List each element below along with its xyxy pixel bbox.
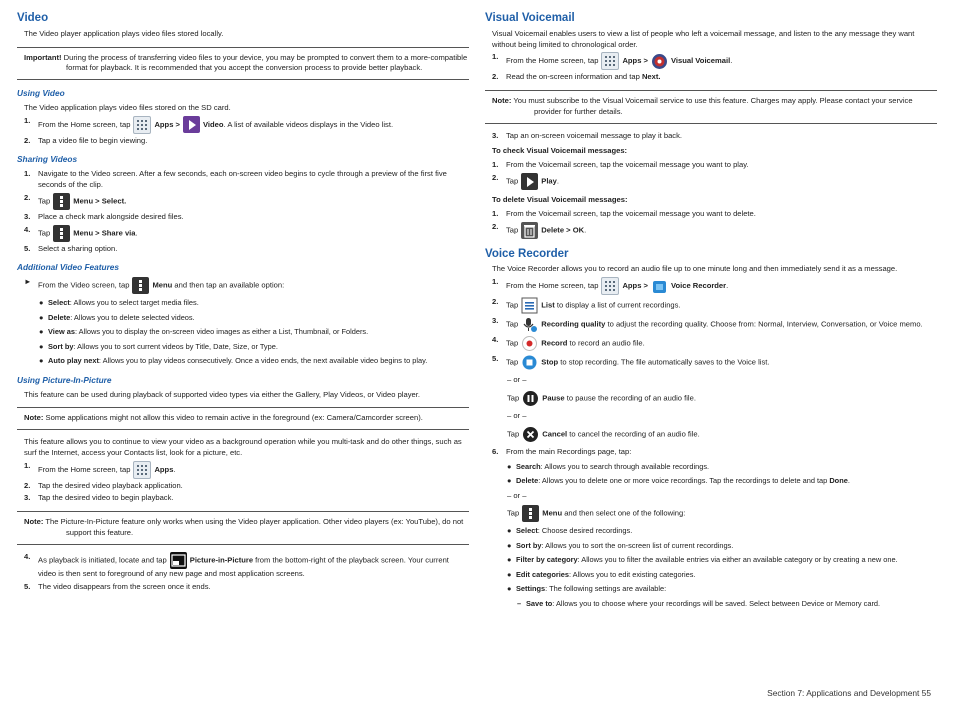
step: 3. Tap Recording quality to adjust the recording quality. Choose from: Normal, Interview, Conversation, or Voice memo. <box>492 316 937 333</box>
important-note <box>17 47 469 81</box>
note: Note: The Picture-In-Picture feature only works when using the Video player application. Other video players (ex: YouTube), do not support this feature. <box>17 511 469 545</box>
using-video-heading: Using Video <box>17 88 65 99</box>
note-text: During the process of transferring video files to your device, you may be prompted to convert them to a more-compatible format for playback. It is recommended that you accept the conversion process to provide better playback. <box>63 52 468 73</box>
apps-icon <box>601 277 619 295</box>
menu-icon <box>53 225 70 242</box>
check-heading: To check Visual Voicemail messages: <box>492 146 628 156</box>
cancel-line: Tap Cancel to cancel the recording of an audio file. <box>507 426 937 443</box>
pip-heading: Using Picture-In-Picture <box>17 374 112 385</box>
menu-line: Tap Menu and then select one of the following: <box>507 505 937 522</box>
note: Note: You must subscribe to the Visual Voicemail service to use this feature. Charges may apply. Please contact your service provider for further details. <box>485 90 937 124</box>
cancel-icon <box>522 426 539 443</box>
voice-recorder-icon <box>651 278 668 295</box>
bullet-item: ● Filter by category: Allows you to filter the available entries via either an available category or by creating a new one. <box>507 555 898 565</box>
recording-quality-icon <box>521 316 538 333</box>
video-icon <box>183 116 200 133</box>
step: 2. Read the on-screen information and tap Next. <box>492 72 661 82</box>
step: 4. As playback is initiated, locate and tap Picture-in-Picture from the bottom-right of the playback screen. Your current video is then sent to foreground of any new page and most application screens. <box>24 551 449 578</box>
stop-icon <box>521 354 538 371</box>
visual-voicemail-heading: Visual Voicemail <box>485 12 575 24</box>
bullet-item: ● Sort by: Allows you to sort the on-screen list of current recordings. <box>507 540 734 550</box>
menu-icon <box>132 277 149 294</box>
step: 5. Select a sharing option. <box>24 243 118 253</box>
page-footer: Section 7: Applications and Development 55 <box>767 688 931 698</box>
voice-recorder-heading: Voice Recorder <box>485 247 569 260</box>
step: 2. Tap Menu > Select. <box>24 193 469 210</box>
pause-line: Tap Pause to pause the recording of an audio file. <box>507 390 937 407</box>
video-intro: The Video player application plays video files stored locally. <box>24 28 224 38</box>
step: 3. Place a check mark alongside desired files. <box>24 211 184 221</box>
bullet-item: ● Sort by: Allows you to sort current videos by Title, Date, Size, or Type. <box>39 341 278 351</box>
pip-paragraph: This feature allows you to continue to view your video as a background operation while you multi-task and do other things, such as surf the Internet, access your Contacts list, look for a picture, etc. <box>24 437 462 457</box>
step: 5. The video disappears from the screen once it ends. <box>24 581 211 591</box>
step: 3. Tap an on-screen voicemail message to play it back. <box>492 130 683 140</box>
apps-icon <box>133 116 151 134</box>
apps-icon <box>601 52 619 70</box>
pause-icon <box>522 390 539 407</box>
save-to-option: – Save to: Allows you to choose where your recordings will be saved. Select between Device or Memory card. <box>517 598 881 608</box>
note-label: Important! <box>24 52 62 62</box>
bullet-item: ● Select: Allows you to select target media files. <box>39 298 199 308</box>
bullet-item: ● Select: Choose desired recordings. <box>507 526 633 536</box>
menu-options <box>485 526 937 595</box>
list-icon <box>521 297 538 314</box>
voicemail-icon <box>651 53 668 70</box>
step: 5. Tap Stop to stop recording. The file automatically saves to the Voice list. <box>492 354 937 371</box>
video-heading: Video <box>17 12 49 24</box>
step: 4. Tap Menu > Share via. <box>24 225 469 242</box>
trash-icon <box>521 222 538 239</box>
step: 1. From the Voicemail screen, tap the voicemail message you want to delete. <box>492 208 756 218</box>
bullet-dot: ● <box>39 327 44 337</box>
step: 2. Tap a video file to begin viewing. <box>24 135 148 145</box>
bullet-item: ● Settings: The following settings are available: <box>507 584 667 594</box>
bullet-dot: ● <box>39 298 44 308</box>
bullet-item: ● Delete: Allows you to delete one or more voice recordings. Tap the recordings to delete and tap Done. <box>507 476 850 486</box>
pip-intro: This feature can be used during playback of supported video types via either the Gallery, Play Videos, or Video player. <box>24 389 420 399</box>
step: 2. Tap Delete > OK. <box>492 222 937 239</box>
menu-icon <box>522 505 539 522</box>
vr-intro: The Voice Recorder allows you to record an audio file up to one minute long and then immediately send it as a message. <box>492 264 898 274</box>
bullet-item: ● Search: Allows you to search through available recordings. <box>507 461 710 471</box>
bullet-dot: ● <box>507 526 512 536</box>
bullet-dot: ● <box>507 584 512 594</box>
bullet-dot: ● <box>507 555 512 565</box>
bullet-dot: ● <box>507 476 512 486</box>
or-separator: – or – <box>507 410 527 420</box>
bullet-dot: ● <box>507 461 512 471</box>
step: 6. From the main Recordings page, tap: <box>492 446 632 456</box>
step: 3. Tap the desired video to begin playback. <box>24 493 174 503</box>
step: 1. From the Home screen, tap Apps. <box>24 461 469 479</box>
bullet-item: ● View as: Allows you to display the on-screen video images as either a List, Thumbnail, or Folders. <box>39 327 369 337</box>
step: 1. From the Home screen, tap Apps > Voice Recorder. <box>492 277 937 295</box>
menu-icon <box>53 193 70 210</box>
left-column <box>17 12 469 594</box>
record-icon <box>521 335 538 352</box>
step: 1. From the Home screen, tap Apps > Visual Voicemail. <box>492 52 937 70</box>
recordings-options <box>485 462 937 487</box>
bullet-dot: ● <box>39 312 44 322</box>
step: 2. Tap Play. <box>492 173 937 190</box>
right-column <box>485 12 937 613</box>
step: 2. Tap List to display a list of current recordings. <box>492 297 937 314</box>
additional-features-heading: Additional Video Features <box>17 262 120 273</box>
feature-list <box>17 298 469 367</box>
bullet-dot: ● <box>39 356 44 366</box>
picture-in-picture-icon <box>170 552 187 569</box>
vv-intro: Visual Voicemail enables users to view a list of people who left a voicemail message, and listen to the any message they want without being limited to chronological order. <box>492 28 915 49</box>
step: ► From the Video screen, tap Menu and then tap an available option: <box>24 277 469 294</box>
using-video-intro: The Video application plays video files stored on the SD card. <box>24 102 231 112</box>
apps-icon <box>133 461 151 479</box>
delete-heading: To delete Visual Voicemail messages: <box>492 195 628 205</box>
or-separator: – or – <box>507 375 527 385</box>
bullet-dot: ● <box>39 341 44 351</box>
step: 1. From the Voicemail screen, tap the voicemail message you want to play. <box>492 160 749 170</box>
step: 2. Tap the desired video playback application. <box>24 480 183 490</box>
bullet-dot: ● <box>507 569 512 579</box>
or-separator: – or – <box>507 490 527 500</box>
step: 1. Navigate to the Video screen. After a few seconds, each on-screen video begins to cycle through a preview of the first five seconds of the clip. <box>24 169 447 190</box>
bullet-item: ● Delete: Allows you to delete selected videos. <box>39 312 195 322</box>
note: Note: Some applications might not allow this video to remain active in the foreground (ex: Camera/Camcorder screen). <box>17 407 469 430</box>
step: 1. From the Home screen, tap Apps > Video. A list of available videos displays in the Video list. <box>24 116 469 134</box>
bullet-dot: ● <box>507 540 512 550</box>
step: 4. Tap Record to record an audio file. <box>492 335 937 352</box>
bullet-item: ● Auto play next: Allows you to play videos consecutively. Once a video ends, the next available video begins to play. <box>39 356 428 366</box>
bullet-item: ● Edit categories: Allows you to edit existing categories. <box>507 569 696 579</box>
sharing-videos-heading: Sharing Videos <box>17 154 78 165</box>
play-icon <box>521 173 538 190</box>
